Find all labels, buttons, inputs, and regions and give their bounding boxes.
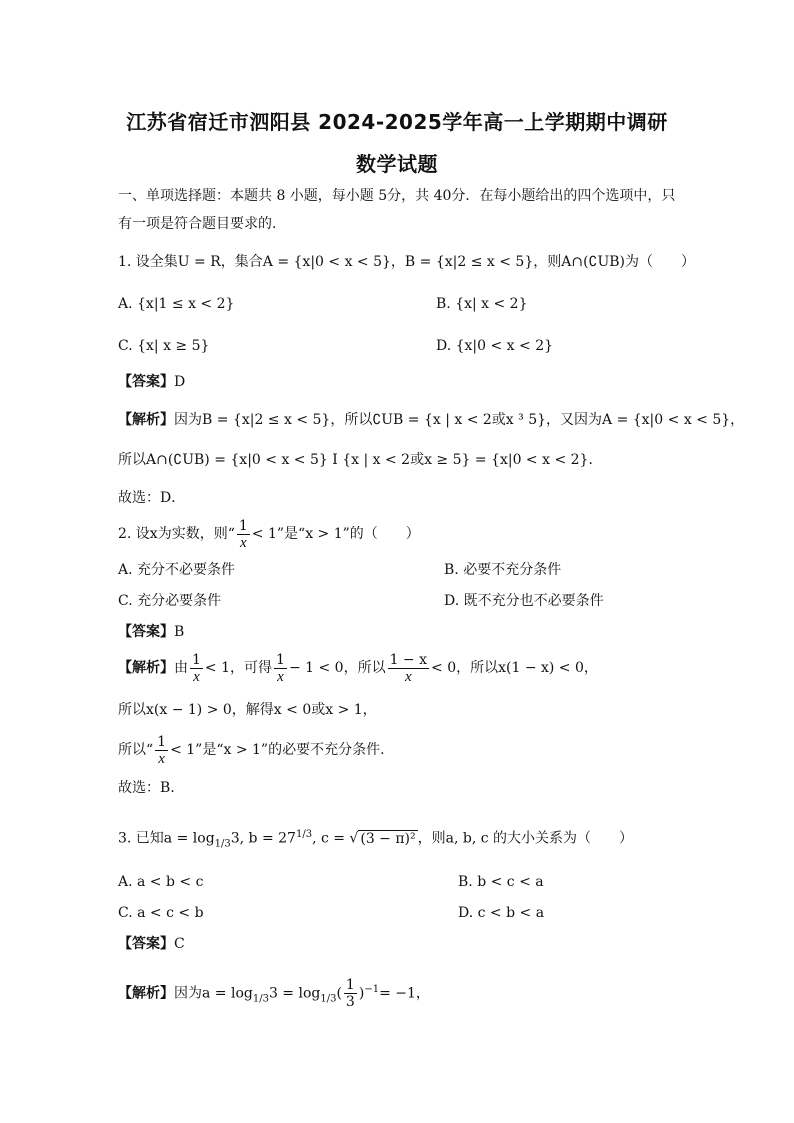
q3-answer [118, 934, 185, 954]
answer-label: 【答案】 [118, 374, 174, 390]
q3-stem-part: 3. 已知a = log [118, 830, 215, 847]
answer-value: B [174, 624, 185, 640]
q3-option-a: A. a < b < c [118, 874, 204, 890]
q2-stem [118, 516, 420, 552]
answer-value: C [174, 936, 185, 952]
q2-fraction [237, 518, 250, 551]
analysis-text: = −1， [379, 985, 430, 1002]
q1-option-b: B. {x| x < 2} [436, 296, 528, 312]
q3-option-c: C. a < c < b [118, 905, 204, 921]
analysis-text: < 1，可得 [204, 660, 273, 676]
exponent: −1 [364, 984, 380, 995]
q2-answer [118, 622, 184, 642]
analysis-text: < 0，所以x(1 − x) < 0， [431, 660, 598, 676]
q3-stem-part: 3, b = 27 [230, 830, 296, 847]
q3-option-b: B. b < c < a [458, 874, 544, 890]
q3-stem-part: , c = [312, 830, 345, 847]
q2-analysis-3 [118, 732, 385, 768]
q3-analysis-1 [118, 972, 430, 1017]
analysis-text: 因为a = log [174, 985, 253, 1002]
fraction-numerator: 1 − x [389, 651, 428, 668]
analysis-label: 【解析】 [118, 660, 174, 676]
section-heading-line1: 一、单项选择题：本题共 8 小题，每小题 5分，共 40分．在每小题给出的四个选项中，只 [118, 188, 676, 204]
fraction [155, 734, 168, 767]
fraction-denominator: x [388, 668, 429, 685]
q2-analysis-1 [118, 650, 598, 686]
section-heading-line2: 有一项是符合题目要求的． [118, 216, 286, 232]
analysis-text: − 1 < 0，所以 [288, 660, 386, 676]
q2-option-a: A. 充分不必要条件 [118, 562, 236, 578]
doc-subtitle: 数学试题 [356, 152, 438, 176]
log-base: 1/3 [320, 993, 337, 1005]
log-base: 1/3 [252, 993, 269, 1005]
fraction [274, 652, 287, 685]
analysis-text: 3 = log [268, 985, 321, 1002]
fraction-denominator: x [237, 534, 250, 551]
q1-conclusion: 故选：D． [118, 490, 186, 506]
fraction-denominator: x [274, 668, 287, 685]
sqrt-radicand: (3 − π)² [360, 830, 416, 847]
analysis-text: ) [358, 985, 365, 1002]
analysis-text: 由 [174, 660, 188, 676]
fraction [388, 652, 429, 685]
q2-option-c: C. 充分必要条件 [118, 593, 222, 609]
q2-conclusion: 故选：B. [118, 780, 175, 796]
analysis-text: 因为B = {x|2 ≤ x < 5}，所以∁UB = {x | x < 2或x ³ 5}，又因为A = {x|0 < x < 5}， [174, 412, 745, 428]
q2-option-d: D. 既不充分也不必要条件 [444, 593, 604, 609]
q2-analysis-2: 所以x(x − 1) > 0，解得x < 0或x > 1， [118, 702, 377, 718]
fraction-numerator: 1 [157, 733, 167, 750]
analysis-text: 所以“ [118, 742, 154, 758]
q2-option-b: B. 必要不充分条件 [444, 562, 562, 578]
q2-stem-part: 2. 设x为实数，则“ [118, 526, 235, 542]
analysis-label: 【解析】 [118, 985, 174, 1002]
fraction [190, 652, 203, 685]
fraction-denominator: 3 [345, 994, 355, 1011]
q1-answer [118, 372, 185, 392]
analysis-text: < 1”是“x > 1”的必要不充分条件. [170, 742, 385, 758]
analysis-label: 【解析】 [118, 412, 174, 428]
exponent: 1/3 [295, 829, 313, 840]
q3-stem-part: ，则a, b, c 的大小关系为（ ） [417, 830, 634, 847]
fraction-numerator: 1 [192, 651, 201, 668]
fraction-denominator: x [155, 750, 168, 767]
analysis-text: ( [336, 985, 342, 1002]
answer-value: D [174, 374, 186, 390]
log-base: 1/3 [214, 838, 231, 850]
q1-option-c: C. {x| x ≥ 5} [118, 338, 210, 354]
fraction [344, 977, 357, 1010]
answer-label: 【答案】 [118, 936, 174, 952]
q1-option-d: D. {x|0 < x < 2} [436, 338, 554, 354]
answer-label: 【答案】 [118, 624, 174, 640]
fraction-numerator: 1 [345, 977, 355, 994]
fraction-denominator: x [190, 668, 203, 685]
q1-option-a: A. {x|1 ≤ x < 2} [118, 296, 235, 312]
q3-stem: 3. 已知$a = \log_{1/3}3$, $b = 27^{1/3}$, c = √ (3 − π)² ，则a, b, c 的大小关系为（ ） [118, 829, 634, 850]
q2-stem-part: < 1”是“x > 1”的（ ） [251, 526, 420, 542]
q1-stem: 1. 设全集U = R，集合A = {x|0 < x < 5}，B = {x|2 ≤ x < 5}，则A∩(∁UB)为（ ） [118, 254, 695, 270]
q1-analysis-2: 所以A∩(∁UB) = {x|0 < x < 5} I {x | x < 2或x ≥ 5} = {x|0 < x < 2}． [118, 452, 603, 468]
q3-option-d: D. c < b < a [458, 905, 545, 921]
fraction-numerator: 1 [238, 517, 248, 534]
q1-analysis-1 [118, 410, 744, 430]
doc-title: 江苏省宿迁市泗阳县 2024-2025学年高一上学期期中调研 [126, 110, 668, 134]
fraction-numerator: 1 [276, 651, 285, 668]
